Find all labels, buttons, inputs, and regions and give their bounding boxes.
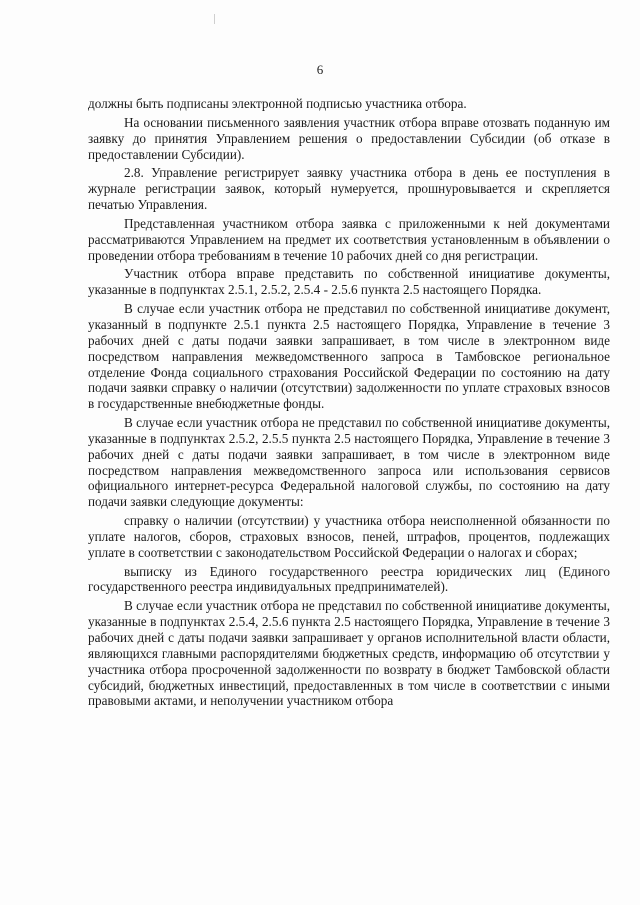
paragraph-tax-service-request: В случае если участник отбора не представил по собственной инициативе документы, указанные в подпунктах 2.5.2, 2.5.5 пункта 2.5 настоящего Порядка, Управление в течение 3 рабочих дней с даты подачи заявки запрашивает, в том числе в электронном виде посредством направления межведомственного запроса или использования сервисов официального интернет-ресурса Федеральной налоговой службы, по состоянию на дату подачи заявки следующие документы: (88, 415, 610, 510)
paragraph-withdraw-application: На основании письменного заявления участник отбора вправе отозвать поданную им заявку до принятия Управлением решения о предоставлении Субсидии (об отказе в предоставлении Субсидии). (88, 114, 610, 162)
paragraph-own-initiative: Участник отбора вправе представить по собственной инициативе документы, указанные в подпунктах 2.5.1, 2.5.2, 2.5.4 - 2.5.6 пункта 2.5 настоящего Порядка. (88, 266, 610, 298)
paragraph-2-8-registration: 2.8. Управление регистрирует заявку участника отбора в день ее поступления в журнале регистрации заявок, который нумеруется, прошнуровывается и скрепляется печатью Управления. (88, 165, 610, 213)
paragraph-tax-certificate: справку о наличии (отсутствии) у участника отбора неисполненной обязанности по уплате налогов, сборов, страховых взносов, пеней, штрафов, процентов, подлежащих уплате в соответствии с законодательством Российской Федерации о налогах и сборах; (88, 513, 610, 560)
page-number: 6 (316, 62, 324, 77)
paragraph-budget-debt-request: В случае если участник отбора не представил по собственной инициативе документы, указанные в подпунктах 2.5.4, 2.5.6 пункта 2.5 настоящего Порядка, Управление в течение 3 рабочих дней с даты подачи заявки запрашивает у органов исполнительной власти области, являющихся главными распорядителями бюджетных средств, информацию об отсутствии у участника отбора просроченной задолженности по возврату в бюджет Тамбовской области субсидий, бюджетных инвестиций, предоставленных в том числе в соответствии с иными правовыми актами, и неполучении участником отбора (88, 598, 610, 709)
paragraph-social-insurance-request: В случае если участник отбора не представил по собственной инициативе документ, указанный в подпункте 2.5.1 пункта 2.5 настоящего Порядка, Управление в течение 3 рабочих дней с даты подачи заявки запрашивает, в том числе в электронном виде посредством направления межведомственного запроса в Тамбовское региональное отделение Фонда социального страхования Российской Федерации по состоянию на дату подачи заявки справку о наличии (отсутствии) задолженности по уплате страховых взносов в государственные внебюджетные фонды. (88, 301, 610, 412)
paragraph-review-period: Представленная участником отбора заявка с приложенными к ней документами рассматриваются Управлением на предмет их соответствия установленным в объявлении о проведении отбора требованиям в течение 10 рабочих дней со дня регистрации. (88, 215, 610, 263)
paragraph-registry-extract: выписку из Единого государственного реестра юридических лиц (Единого государственного реестра индивидуальных предпринимателей). (88, 563, 610, 595)
scan-artifact (214, 14, 215, 24)
document-body (88, 96, 610, 712)
paragraph-continuation: должны быть подписаны электронной подписью участника отбора. (88, 96, 467, 111)
